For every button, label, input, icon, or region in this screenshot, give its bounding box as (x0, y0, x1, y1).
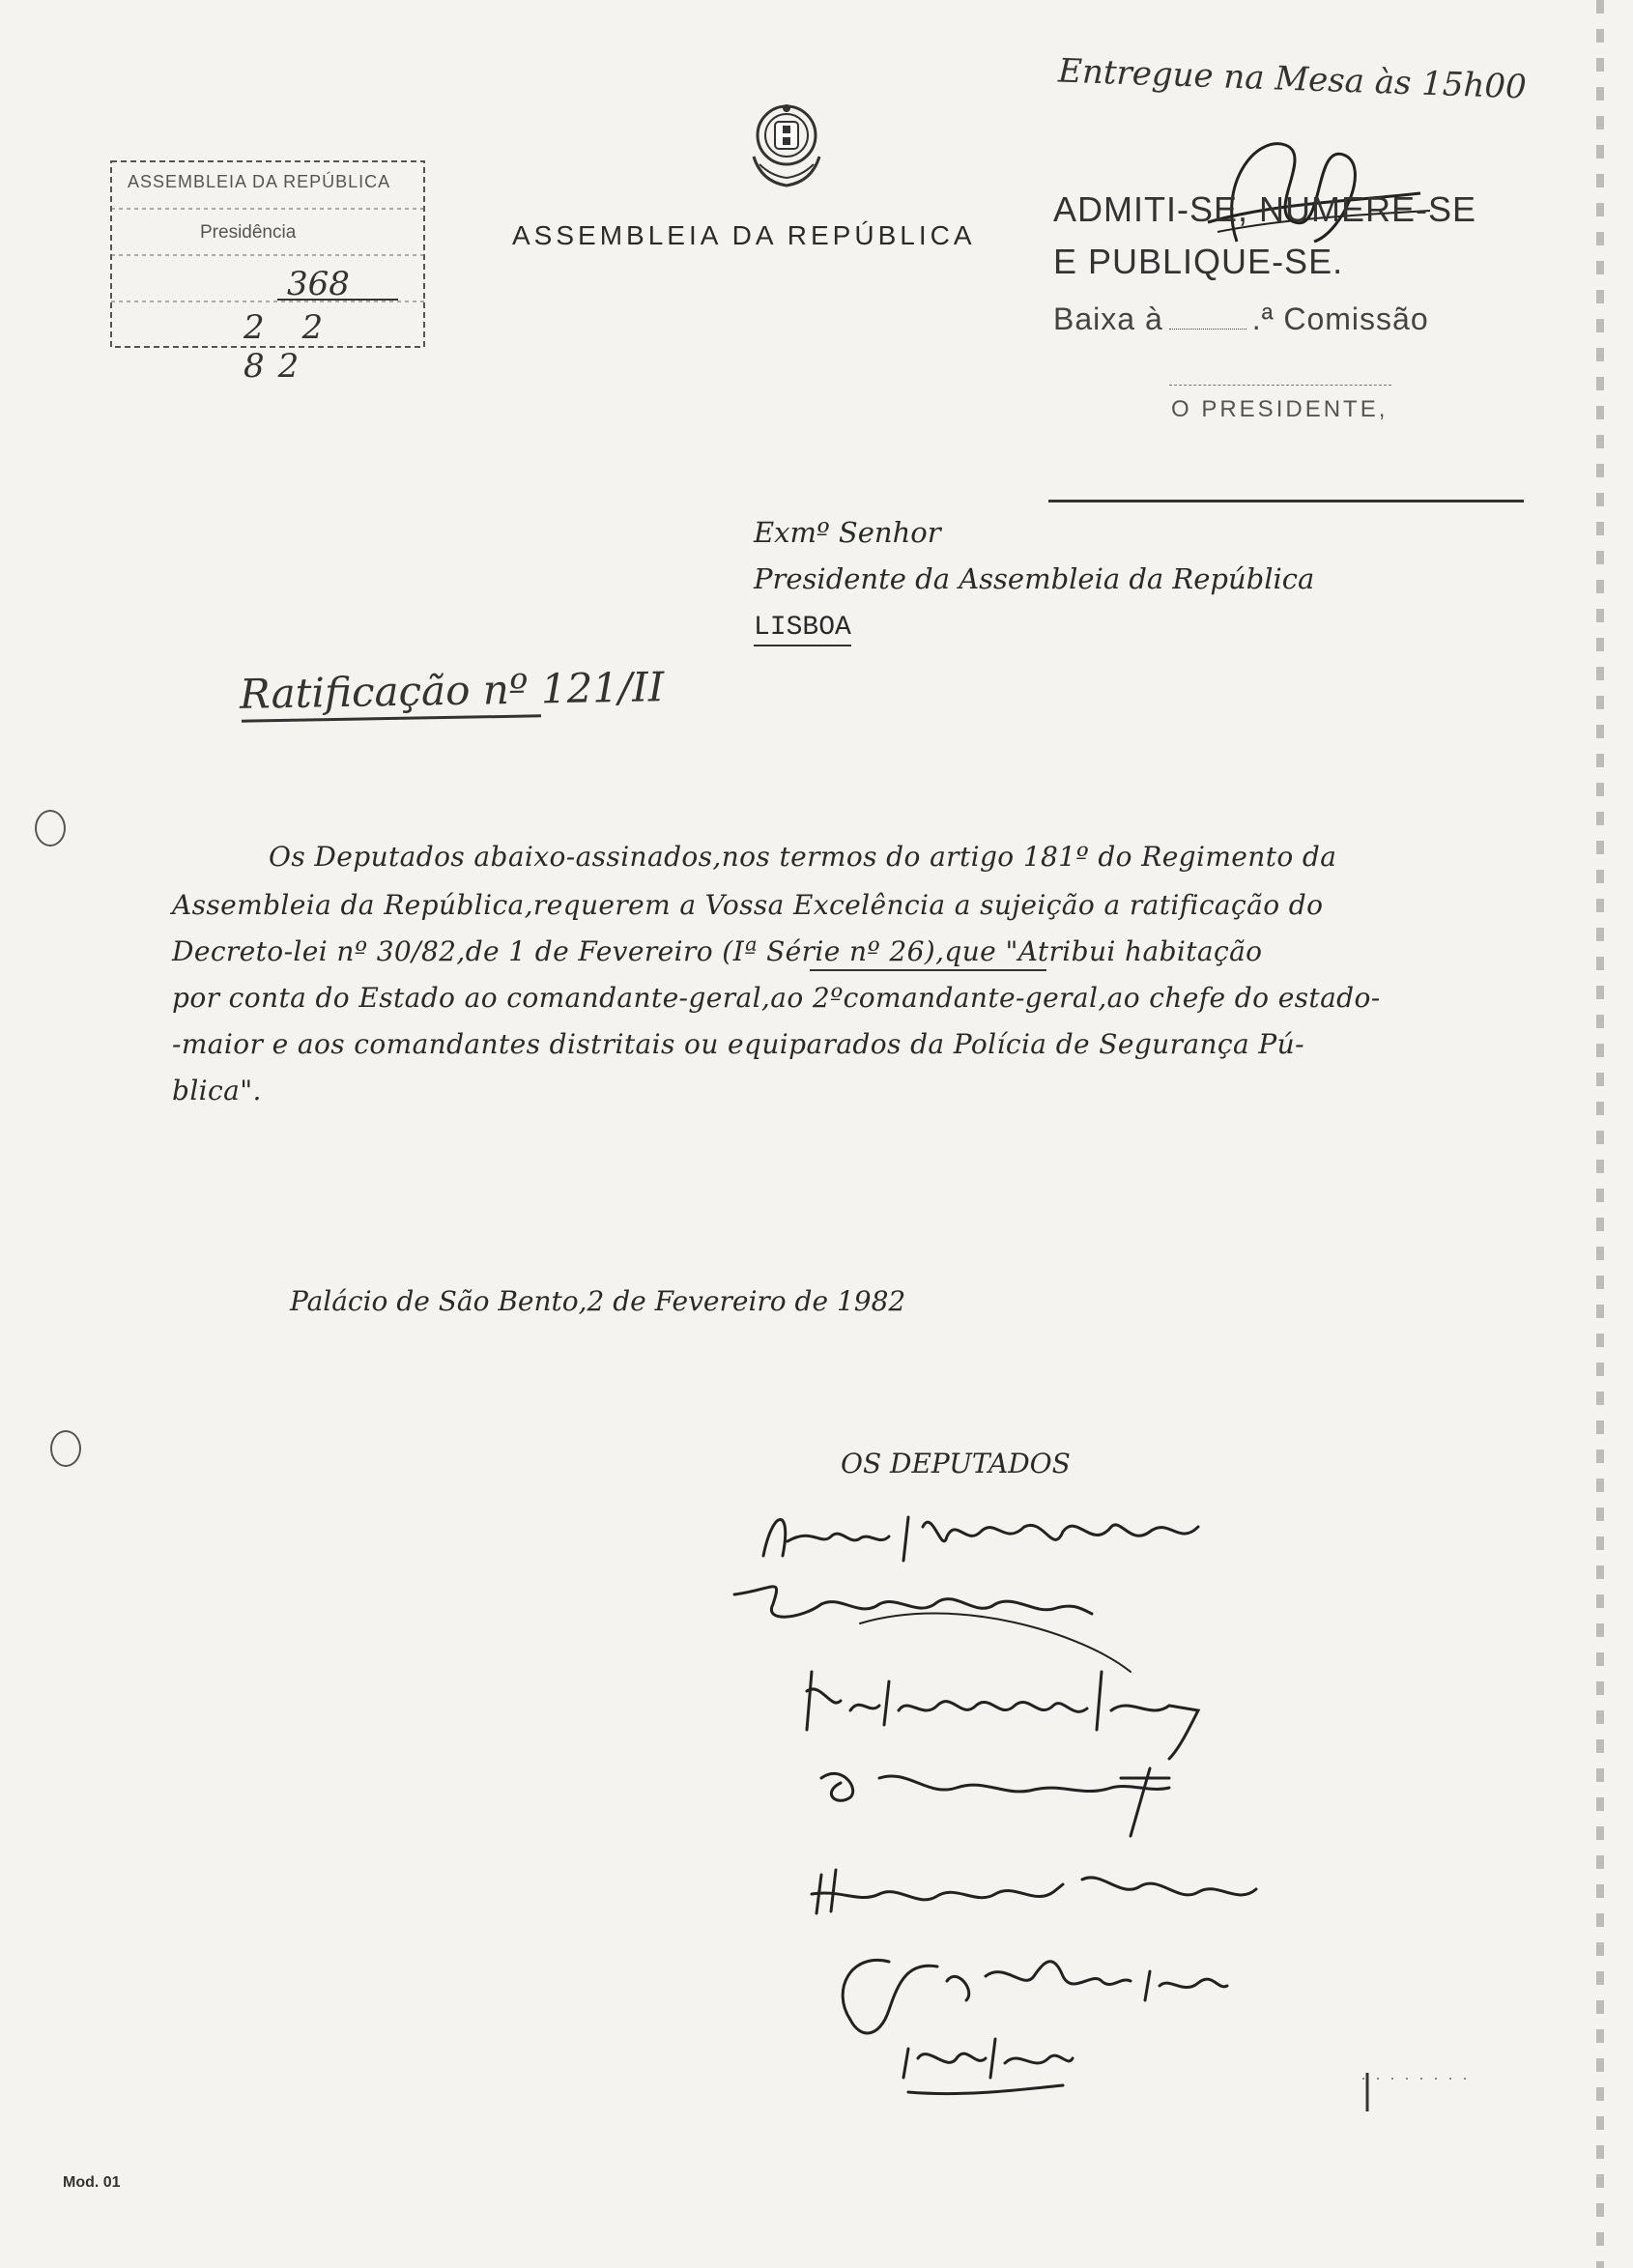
commission-blank (1169, 329, 1246, 330)
signature-3 (807, 1672, 1198, 1759)
admission-president-label: O PRESIDENTE, (1171, 396, 1389, 422)
addressee-city: LISBOA (754, 613, 851, 646)
coat-of-arms-icon (742, 97, 831, 193)
signature-7 (903, 2039, 1073, 2094)
stamp-entry-number: 368 (287, 265, 350, 303)
president-signature-line (1169, 385, 1391, 386)
body-line: -maior e aos comandantes distritais ou equiparados da Polícia de Segurança Pú- (172, 1028, 1304, 1060)
punch-hole (35, 810, 66, 847)
page-title: ASSEMBLEIA DA REPÚBLICA (512, 220, 976, 250)
signatories-label: OS DEPUTADOS (841, 1448, 1071, 1479)
registration-stamp (108, 158, 427, 386)
admission-line-1: ADMITI-SE, NUMERE-SE (1053, 189, 1477, 229)
addressee-salutation: Exmº Senhor (754, 516, 941, 549)
signature-1 (763, 1517, 1198, 1561)
addressee-recipient: Presidente da Assembleia da República (754, 562, 1315, 595)
divider (1048, 500, 1524, 502)
commission-prefix: Baixa à (1053, 301, 1163, 336)
ratification-reference: Ratificação nº 121/II (239, 663, 665, 718)
footer-faint-stamp: · · · · · · · · (1361, 2068, 1470, 2087)
body-line: Os Deputados abaixo-assinados,nos termos do artigo 181º do Regimento da (269, 841, 1337, 873)
signature-5 (812, 1870, 1256, 1913)
admission-line-2: E PUBLIQUE-SE. (1053, 242, 1344, 281)
deputy-signatures (715, 1488, 1391, 2107)
signature-4 (821, 1768, 1169, 1836)
signature-2 (734, 1587, 1092, 1617)
series-underline (810, 969, 1046, 971)
form-code: Mod. 01 (63, 2174, 121, 2191)
signature-6 (843, 1960, 1227, 2033)
body-line: Decreto-lei nº 30/82,de 1 de Fevereiro (Iª Série nº 26),que "Atribui habitação (172, 935, 1263, 967)
punch-hole (50, 1430, 81, 1467)
body-line: Assembleia da República,requerem a Vossa Excelência a sujeição a ratificação do (172, 889, 1324, 921)
commission-suffix: .ª Comissão (1251, 301, 1429, 336)
admission-line-3 (1053, 301, 1429, 337)
place-and-date: Palácio de São Bento,2 de Fevereiro de 1982 (290, 1285, 906, 1317)
body-line: blica". (172, 1075, 262, 1106)
stamp-line-institution: ASSEMBLEIA DA REPÚBLICA (128, 172, 391, 191)
stamp-line-presidency: Presidência (200, 222, 297, 243)
handwritten-delivery-note: Entregue na Mesa às 15h00 (1057, 51, 1528, 107)
footer-mark (1362, 2073, 1372, 2111)
stamp-date: 2 2 82 (244, 308, 337, 386)
scan-edge (1596, 0, 1604, 2268)
body-line: por conta do Estado ao comandante-geral,ao 2ºcomandante-geral,ao chefe do estado- (172, 982, 1381, 1014)
